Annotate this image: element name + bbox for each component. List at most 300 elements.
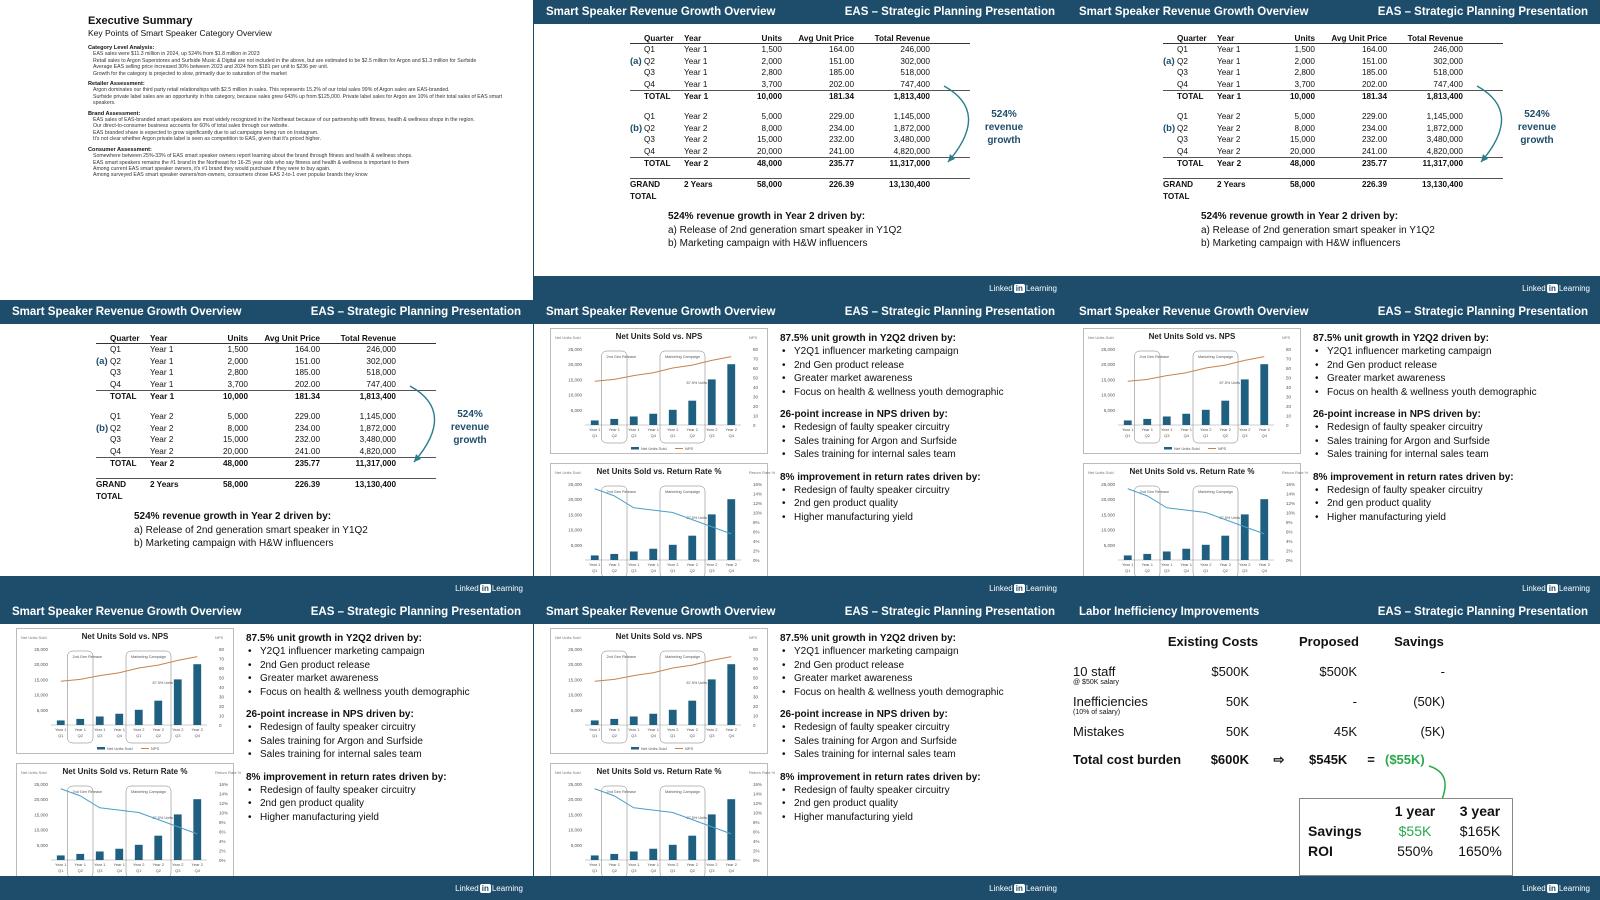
x-tick-label: Q4	[650, 568, 656, 573]
table-row: (a) Q2 Year 1 2,000 151.00 302,000	[630, 55, 930, 67]
annotation: 87.5% Units	[686, 681, 707, 685]
bar	[649, 414, 657, 425]
x-tick-label: Year 1	[94, 862, 106, 867]
bar	[1221, 401, 1229, 425]
y-tick-label: 5,000	[36, 707, 48, 713]
y2-tick-label: 0	[1286, 423, 1289, 428]
chart-title: Net Units Sold vs. NPS	[1148, 332, 1236, 341]
bar	[708, 514, 716, 560]
x-tick-label: Year 2	[1219, 427, 1231, 432]
y2-tick-label: 60	[1286, 366, 1292, 371]
driver-heading: 8% improvement in return rates driven by:	[1313, 471, 1514, 483]
driver-item: • Greater market awareness	[246, 672, 531, 685]
bar	[1202, 410, 1210, 425]
bar	[610, 419, 618, 425]
x-tick-label: Q3	[1164, 568, 1170, 573]
linkedin-footer: Linked in Learning	[0, 876, 533, 900]
x-tick-label: Q4	[194, 733, 200, 738]
x-tick-label: Q2	[689, 733, 695, 738]
y-tick-label: 5,000	[570, 542, 582, 548]
driver-item: • Redesign of faulty speaker circuitry	[780, 421, 1065, 434]
bar	[115, 714, 123, 725]
x-tick-label: Q2	[611, 433, 617, 438]
table-header-row: Quarter Year Units Avg Unit Price Total Revenue	[96, 333, 436, 344]
linkedin-footer: Linked in Learning	[1067, 276, 1600, 300]
chart-units-vs-return-rate	[16, 763, 242, 891]
exec-bullet: Among surveyed EAS smart speaker owners/non-owners, consumers chose EAS 2-to-1 over popular brands they know	[93, 172, 368, 179]
driver-item: • 2nd gen product quality	[780, 797, 1065, 810]
table-header-row: Quarter Year Units Avg Unit Price Total Revenue	[630, 33, 970, 44]
exec-bullet: Surfside private label sales are an opportunity in this category, because sales grew 643% up from $125,000. Private label sales for Argon are 10% of their total sales of EAS smart speakers.	[93, 93, 503, 107]
chart-drivers	[780, 332, 1065, 524]
driver-item: • Redesign of faulty speaker circuitry	[246, 784, 531, 797]
labor-table: Existing Costs Proposed Savings 10 staff @ $50K salary $500K $500K - Inefficiencies (10% of salary) 50K - (50K) Mistakes 50K 45K (5K) Total cost burden $600K ⇨ $545K = ($55K) 1 year 3 year Savings $55K $165K ROI 550% 1650%	[1067, 624, 1600, 876]
series-line	[61, 657, 198, 682]
y2-tick-label: 10%	[1286, 510, 1296, 516]
driver-item: • Sales training for internal sales team	[780, 748, 1065, 761]
exec-section-heading: Category Level Analysis:	[88, 45, 155, 51]
x-tick-label: Q2	[77, 733, 83, 738]
bar	[154, 836, 162, 860]
table-row: Q3 Year 1 2,800 185.00 518,000	[110, 368, 396, 378]
y-tick-label: 20,000	[568, 662, 582, 668]
bar	[630, 416, 638, 425]
y2-tick-label: 12%	[753, 501, 763, 506]
y2-tick-label: 12%	[753, 801, 763, 806]
annotation: Marketing Campaign	[665, 355, 701, 359]
bar	[708, 814, 716, 860]
x-tick-label: Q2	[1222, 433, 1228, 438]
y2-tick-label: 40	[1286, 385, 1292, 390]
x-tick-label: Q1	[136, 733, 142, 738]
y2-tick-label: 30	[753, 394, 759, 400]
y-tick-label: 15,000	[1101, 377, 1115, 383]
bar	[688, 401, 696, 425]
y2-tick-label: 6%	[753, 829, 760, 835]
revenue-drivers: 524% revenue growth in Year 2 driven by: a) Release of 2nd generation smart speaker in Y1Q2 b) Marketing campaign with H&W influencers	[668, 211, 902, 249]
annotation: Marketing Campaign	[665, 655, 701, 659]
x-tick-label: Year 2	[133, 862, 145, 867]
x-tick-label: Q1	[592, 568, 598, 573]
annotation: 2nd Gen Release	[72, 790, 103, 794]
driver-heading: 26-point increase in NPS driven by:	[246, 709, 414, 721]
driver-item: • Sales training for Argon and Surfside	[246, 735, 531, 748]
y2-tick-label: 2%	[219, 848, 226, 854]
x-tick-label: Q3	[709, 868, 715, 873]
slide-thumbnail-8[interactable]	[534, 600, 1067, 900]
y2-tick-label: 8%	[753, 820, 760, 825]
x-tick-label: Year 1	[55, 862, 67, 867]
bar	[1124, 420, 1132, 425]
x-tick-label: Q4	[728, 433, 734, 438]
x-tick-label: Q4	[1261, 433, 1267, 438]
annotation: 2nd Gen Release	[606, 490, 637, 494]
driver-item: • Sales training for internal sales team	[780, 448, 1065, 461]
exec-bullet: EAS smart speakers remains the #1 brand in the Northeast for 16-25 year olds who say fitness and health & wellness is important to them	[93, 159, 410, 166]
chart-units-vs-nps	[550, 328, 768, 454]
annotation: 87.5% Units	[152, 681, 173, 685]
x-tick-label: Q1	[136, 868, 142, 873]
driver-item: • Greater market awareness	[1313, 372, 1598, 385]
x-tick-label: Year 2	[667, 727, 679, 732]
driver-item: • Focus on health & wellness youth demographic	[1313, 386, 1598, 399]
driver-item: • Y2Q1 influencer marketing campaign	[246, 645, 531, 658]
y2-axis-caption: NPS	[749, 635, 758, 640]
x-tick-label: Q4	[1183, 433, 1189, 438]
y2-tick-label: 8%	[1286, 520, 1293, 525]
driver-item: • Higher manufacturing yield	[780, 811, 1065, 824]
annotation: 87.5% Units	[686, 516, 707, 520]
x-tick-label: Q1	[670, 733, 676, 738]
x-tick-label: Year 1	[589, 727, 601, 732]
driver-item: • Greater market awareness	[780, 672, 1065, 685]
driver-heading: 87.5% unit growth in Y2Q2 driven by:	[780, 633, 956, 644]
x-tick-label: Q1	[592, 733, 598, 738]
exec-subtitle: Key Points of Smart Speaker Category Overview	[88, 28, 272, 38]
revenue-drivers: 524% revenue growth in Year 2 driven by: a) Release of 2nd generation smart speaker in Y1Q2 b) Marketing campaign with H&W influencers	[134, 511, 368, 549]
y2-tick-label: 40	[753, 385, 759, 390]
x-tick-label: Year 1	[1161, 427, 1173, 432]
table-row: TOTAL Year 2 48,000 235.77 11,317,000	[630, 157, 970, 168]
y2-tick-label: 80	[219, 647, 225, 652]
driver-heading: 8% improvement in return rates driven by:	[780, 771, 981, 783]
slide-thumbnail-9[interactable]	[1067, 600, 1600, 900]
driver-item: • Y2Q1 influencer marketing campaign	[1313, 345, 1598, 358]
bar	[688, 701, 696, 725]
driver-item: • Sales training for internal sales team	[1313, 448, 1598, 461]
y2-axis-caption: NPS	[749, 335, 758, 340]
table-row: Q1 Year 1 1,500 164.00 246,000	[644, 45, 930, 55]
group-tag: (b)	[630, 122, 643, 134]
slide-header	[1067, 600, 1600, 624]
bar	[135, 710, 143, 725]
table-row: (a) Q2 Year 1 2,000 151.00 302,000	[96, 355, 396, 367]
y-tick-label: 20,000	[34, 797, 48, 803]
series-line	[595, 357, 732, 382]
exec-bullet: EAS sales of EAS-branded smart speakers are most widely recognized in the Northeast because of our partnership with fitness, health & wellness shops in the region.	[93, 117, 475, 124]
x-tick-label: Q1	[670, 868, 676, 873]
grand-total-row: GRAND TOTAL 2 Years 58,000 226.39 13,130,400	[96, 478, 436, 489]
x-tick-label: Q4	[650, 733, 656, 738]
linkedin-footer: Linked in Learning	[534, 876, 1067, 900]
y2-tick-label: 2%	[1286, 548, 1293, 554]
y2-tick-label: 10%	[753, 810, 763, 816]
legend-label: NPS	[1218, 446, 1227, 451]
table-row: TOTAL Year 1 10,000 181.34 1,813,400	[1163, 90, 1503, 101]
y2-tick-label: 12%	[1286, 501, 1296, 506]
y2-tick-label: 0	[753, 423, 756, 428]
annotation: Marketing Campaign	[131, 790, 167, 794]
legend-swatch	[631, 747, 639, 750]
y2-tick-label: 10	[753, 713, 759, 719]
x-tick-label: Q3	[709, 433, 715, 438]
chart-units-vs-return-rate	[1083, 463, 1309, 591]
exec-bullet: Argon dominates our third party retail relationships with $2.5 million in sales. This represents 15.2% of our total sales 99% of Argon sales are EAS-branded.	[93, 87, 450, 94]
table-row: (b) Q2 Year 2 8,000 234.00 1,872,000	[1163, 122, 1463, 134]
chart-drivers	[246, 632, 531, 824]
x-tick-label: Q4	[728, 733, 734, 738]
x-tick-label: Q1	[1203, 433, 1209, 438]
x-tick-label: Year 2	[1200, 562, 1212, 567]
slide-title: Smart Speaker Revenue Growth Overview	[1079, 306, 1309, 318]
y2-tick-label: 4%	[753, 839, 760, 844]
bar	[688, 536, 696, 560]
driver-heading: 87.5% unit growth in Y2Q2 driven by:	[246, 633, 422, 644]
x-tick-label: Q4	[650, 433, 656, 438]
y2-tick-label: 70	[753, 656, 759, 662]
slide-thumbnail-6[interactable]	[1067, 300, 1600, 600]
legend-label: NPS	[685, 446, 694, 451]
exec-section-heading: Consumer Assessment:	[88, 146, 152, 153]
x-tick-label: Year 1	[1141, 562, 1153, 567]
x-tick-label: Year 2	[1258, 427, 1270, 432]
y2-tick-label: 14%	[1286, 491, 1296, 497]
y-tick-label: 20,000	[1101, 362, 1115, 368]
y2-tick-label: 4%	[1286, 539, 1293, 544]
deck-title: EAS – Strategic Planning Presentation	[1377, 606, 1588, 618]
bar	[591, 555, 599, 560]
legend-swatch	[631, 447, 639, 450]
slide-thumbnail-3[interactable]	[1067, 0, 1600, 300]
x-tick-label: Year 2	[706, 727, 718, 732]
y-tick-label: 5,000	[1103, 542, 1115, 548]
bar	[1221, 536, 1229, 560]
y-tick-label: 10,000	[568, 392, 582, 398]
x-tick-label: Year 1	[628, 862, 640, 867]
table-row: Q4 Year 2 20,000 241.00 4,820,000	[110, 446, 396, 456]
table-row: TOTAL Year 1 10,000 181.34 1,813,400	[630, 90, 970, 101]
x-tick-label: Q4	[650, 868, 656, 873]
driver-heading: 26-point increase in NPS driven by:	[1313, 409, 1481, 421]
annotation: 2nd Gen Release	[606, 790, 637, 794]
deck-title: EAS – Strategic Planning Presentation	[1377, 6, 1588, 18]
x-tick-label: Q4	[1261, 568, 1267, 573]
annotation: 87.5% Units	[1219, 516, 1240, 520]
x-tick-label: Q3	[631, 568, 637, 573]
exec-bullet: EAS sales were $11.3 million in 2024, up 524% from $1.8 million in 2023	[93, 51, 260, 58]
annotation: 2nd Gen Release	[72, 655, 103, 659]
bar	[76, 854, 84, 860]
x-tick-label: Q1	[1125, 433, 1131, 438]
y-tick-label: 10,000	[568, 527, 582, 533]
driver-heading: 8% improvement in return rates driven by:	[246, 771, 447, 783]
y2-tick-label: 0%	[753, 858, 760, 863]
linkedin-footer: Linked in Learning	[0, 576, 533, 600]
driver-item: • Y2Q1 influencer marketing campaign	[780, 345, 1065, 358]
x-tick-label: Year 1	[1122, 427, 1134, 432]
y-tick-label: 10,000	[34, 692, 48, 698]
x-tick-label: Q2	[611, 868, 617, 873]
chart-units-vs-nps	[1083, 328, 1301, 454]
bar	[135, 845, 143, 860]
deck-title: EAS – Strategic Planning Presentation	[844, 606, 1055, 618]
annotation: 87.5% Units	[686, 381, 707, 385]
y2-tick-label: 2%	[753, 848, 760, 854]
x-tick-label: Year 2	[686, 727, 698, 732]
bar	[57, 720, 65, 725]
annotation: Marketing Campaign	[1198, 355, 1234, 359]
x-tick-label: Year 1	[647, 727, 659, 732]
x-tick-label: Year 2	[191, 862, 203, 867]
x-tick-label: Year 1	[113, 862, 125, 867]
slide-thumbnail-7[interactable]	[0, 600, 533, 900]
exec-bullet: Our direct-to-consumer business accounts for 60% of total sales through our website.	[93, 123, 289, 130]
x-tick-label: Q2	[1222, 568, 1228, 573]
x-tick-label: Year 1	[55, 727, 67, 732]
y2-tick-label: 0%	[219, 858, 226, 863]
x-tick-label: Year 1	[1180, 562, 1192, 567]
x-tick-label: Year 2	[725, 862, 737, 867]
group-tag: (b)	[1163, 122, 1176, 134]
slide-header	[534, 300, 1067, 324]
x-tick-label: Year 2	[1200, 427, 1212, 432]
y-tick-label: 5,000	[36, 842, 48, 848]
y2-tick-label: 10	[219, 713, 225, 719]
x-tick-label: Q3	[1164, 433, 1170, 438]
x-tick-label: Year 2	[172, 727, 184, 732]
bar	[591, 420, 599, 425]
y-axis-caption: Net Units Sold	[555, 770, 581, 775]
slide-thumbnail-1[interactable]	[0, 0, 533, 300]
driver-item: • 2nd Gen product release	[780, 659, 1065, 672]
bar	[1163, 416, 1171, 425]
slide-thumbnail-5[interactable]	[534, 300, 1067, 600]
y2-tick-label: 0	[753, 723, 756, 728]
x-tick-label: Q1	[670, 568, 676, 573]
y2-tick-label: 50	[753, 375, 759, 381]
y2-tick-label: 16%	[753, 482, 763, 487]
linkedin-footer: Linked in Learning	[534, 276, 1067, 300]
legend-label: Net Units Sold	[1174, 446, 1200, 451]
annotation: 2nd Gen Release	[606, 655, 637, 659]
x-tick-label: Year 1	[628, 727, 640, 732]
driver-item: • Redesign of faulty speaker circuitry	[1313, 421, 1598, 434]
chart-drivers	[780, 632, 1065, 824]
bar	[591, 720, 599, 725]
exec-bullet: It's not clear whether Argon private label is seen as competition to EAS, given that it's priced higher.	[93, 136, 322, 143]
y2-tick-label: 10	[1286, 413, 1292, 419]
legend-label: NPS	[151, 746, 160, 751]
y-tick-label: 15,000	[1101, 512, 1115, 518]
bar	[649, 714, 657, 725]
labor-row: Inefficiencies (10% of salary) 50K - (50K)	[1073, 694, 1445, 716]
slide-title: Smart Speaker Revenue Growth Overview	[546, 306, 776, 318]
y2-tick-label: 16%	[219, 782, 229, 787]
bar	[1260, 499, 1268, 560]
y2-tick-label: 0%	[753, 558, 760, 563]
exec-bullet: Somewhere between 25%-33% of EAS smart speaker owners report learning about the brand through fitness and health & wellness shops.	[93, 153, 413, 160]
slide-thumbnail-4[interactable]	[0, 300, 533, 600]
y2-tick-label: 50	[753, 675, 759, 681]
table-row: TOTAL Year 1 10,000 181.34 1,813,400	[96, 390, 436, 401]
y-tick-label: 20,000	[34, 662, 48, 668]
driver-item: • Sales training for Argon and Surfside	[780, 435, 1065, 448]
chart-title: Net Units Sold vs. Return Rate %	[1129, 467, 1255, 476]
bar	[669, 845, 677, 860]
x-tick-label: Q3	[175, 868, 181, 873]
exec-title: Executive Summary	[88, 15, 193, 27]
revenue-drivers: 524% revenue growth in Year 2 driven by: a) Release of 2nd generation smart speaker in Y1Q2 b) Marketing campaign with H&W influencers	[1201, 211, 1435, 249]
slide-thumbnail-2[interactable]	[534, 0, 1067, 300]
x-tick-label: Q2	[77, 868, 83, 873]
y2-tick-label: 40	[753, 685, 759, 690]
x-tick-label: Year 1	[647, 862, 659, 867]
legend-swatch	[97, 747, 105, 750]
driver-item: • Higher manufacturing yield	[780, 511, 1065, 524]
x-tick-label: Q4	[1183, 568, 1189, 573]
y2-tick-label: 6%	[753, 529, 760, 535]
x-tick-label: Year 1	[1180, 427, 1192, 432]
y-tick-label: 20,000	[568, 362, 582, 368]
x-tick-label: Year 1	[1161, 562, 1173, 567]
y2-tick-label: 4%	[219, 839, 226, 844]
group-tag: (a)	[96, 355, 108, 367]
y-axis-caption: Net Units Sold	[21, 770, 47, 775]
driver-item: • Redesign of faulty speaker circuitry	[780, 784, 1065, 797]
table-row: TOTAL Year 2 48,000 235.77 11,317,000	[1163, 157, 1503, 168]
x-tick-label: Q2	[1144, 433, 1150, 438]
bar	[1182, 414, 1190, 425]
bar	[154, 701, 162, 725]
x-tick-label: Year 2	[706, 562, 718, 567]
y-tick-label: 5,000	[1103, 407, 1115, 413]
y-tick-label: 10,000	[1101, 527, 1115, 533]
exec-bullet: EAS branded share is expected to grow significantly due to ad campaigns being run on Instagram.	[93, 129, 319, 136]
y-tick-label: 25,000	[568, 482, 582, 487]
table-row: (a) Q2 Year 1 2,000 151.00 302,000	[1163, 55, 1463, 67]
table-header-row: Quarter Year Units Avg Unit Price Total Revenue	[1163, 33, 1503, 44]
deck-title: EAS – Strategic Planning Presentation	[844, 306, 1055, 318]
x-tick-label: Q3	[631, 433, 637, 438]
x-tick-label: Q1	[1125, 568, 1131, 573]
driver-item: • Focus on health & wellness youth demographic	[780, 386, 1065, 399]
y-tick-label: 25,000	[568, 647, 582, 652]
table-row: TOTAL Year 2 48,000 235.77 11,317,000	[96, 457, 436, 468]
table-row: Q3 Year 2 15,000 232.00 3,480,000	[1177, 135, 1463, 145]
bar	[727, 799, 735, 860]
linkedin-footer: Linked in Learning	[534, 576, 1067, 600]
x-tick-label: Q3	[97, 868, 103, 873]
bar	[174, 679, 182, 725]
y2-axis-caption: Return Rate %	[1282, 470, 1309, 475]
table-row: Q4 Year 2 20,000 241.00 4,820,000	[1177, 146, 1463, 156]
bar	[669, 710, 677, 725]
arrow-icon: ⇨	[1273, 752, 1285, 767]
x-tick-label: Year 1	[589, 562, 601, 567]
y2-tick-label: 20	[219, 704, 225, 709]
y2-axis-caption: NPS	[1282, 335, 1291, 340]
x-tick-label: Q1	[670, 433, 676, 438]
bar	[1163, 551, 1171, 560]
bar	[630, 716, 638, 725]
driver-heading: 87.5% unit growth in Y2Q2 driven by:	[780, 333, 956, 344]
bar	[669, 545, 677, 560]
exec-bullet: Among current EAS smart speaker owners, it's #1 brand they would purchase if they were to buy again.	[93, 165, 331, 172]
x-tick-label: Year 2	[1219, 562, 1231, 567]
bar	[174, 814, 182, 860]
x-tick-label: Q1	[58, 733, 64, 738]
driver-heading: 8% improvement in return rates driven by:	[780, 471, 981, 483]
table-row: Q1 Year 1 1,500 164.00 246,000	[1177, 45, 1463, 55]
y-tick-label: 10,000	[568, 692, 582, 698]
y-tick-label: 10,000	[34, 827, 48, 833]
table-row: Q4 Year 1 3,700 202.00 747,400	[644, 79, 930, 89]
bar	[610, 719, 618, 725]
x-tick-label: Q2	[155, 733, 161, 738]
y2-tick-label: 30	[753, 694, 759, 700]
exec-bullet: Growth for the category is projected to slow, primarily due to saturation of the market	[93, 70, 287, 77]
x-tick-label: Year 2	[686, 862, 698, 867]
